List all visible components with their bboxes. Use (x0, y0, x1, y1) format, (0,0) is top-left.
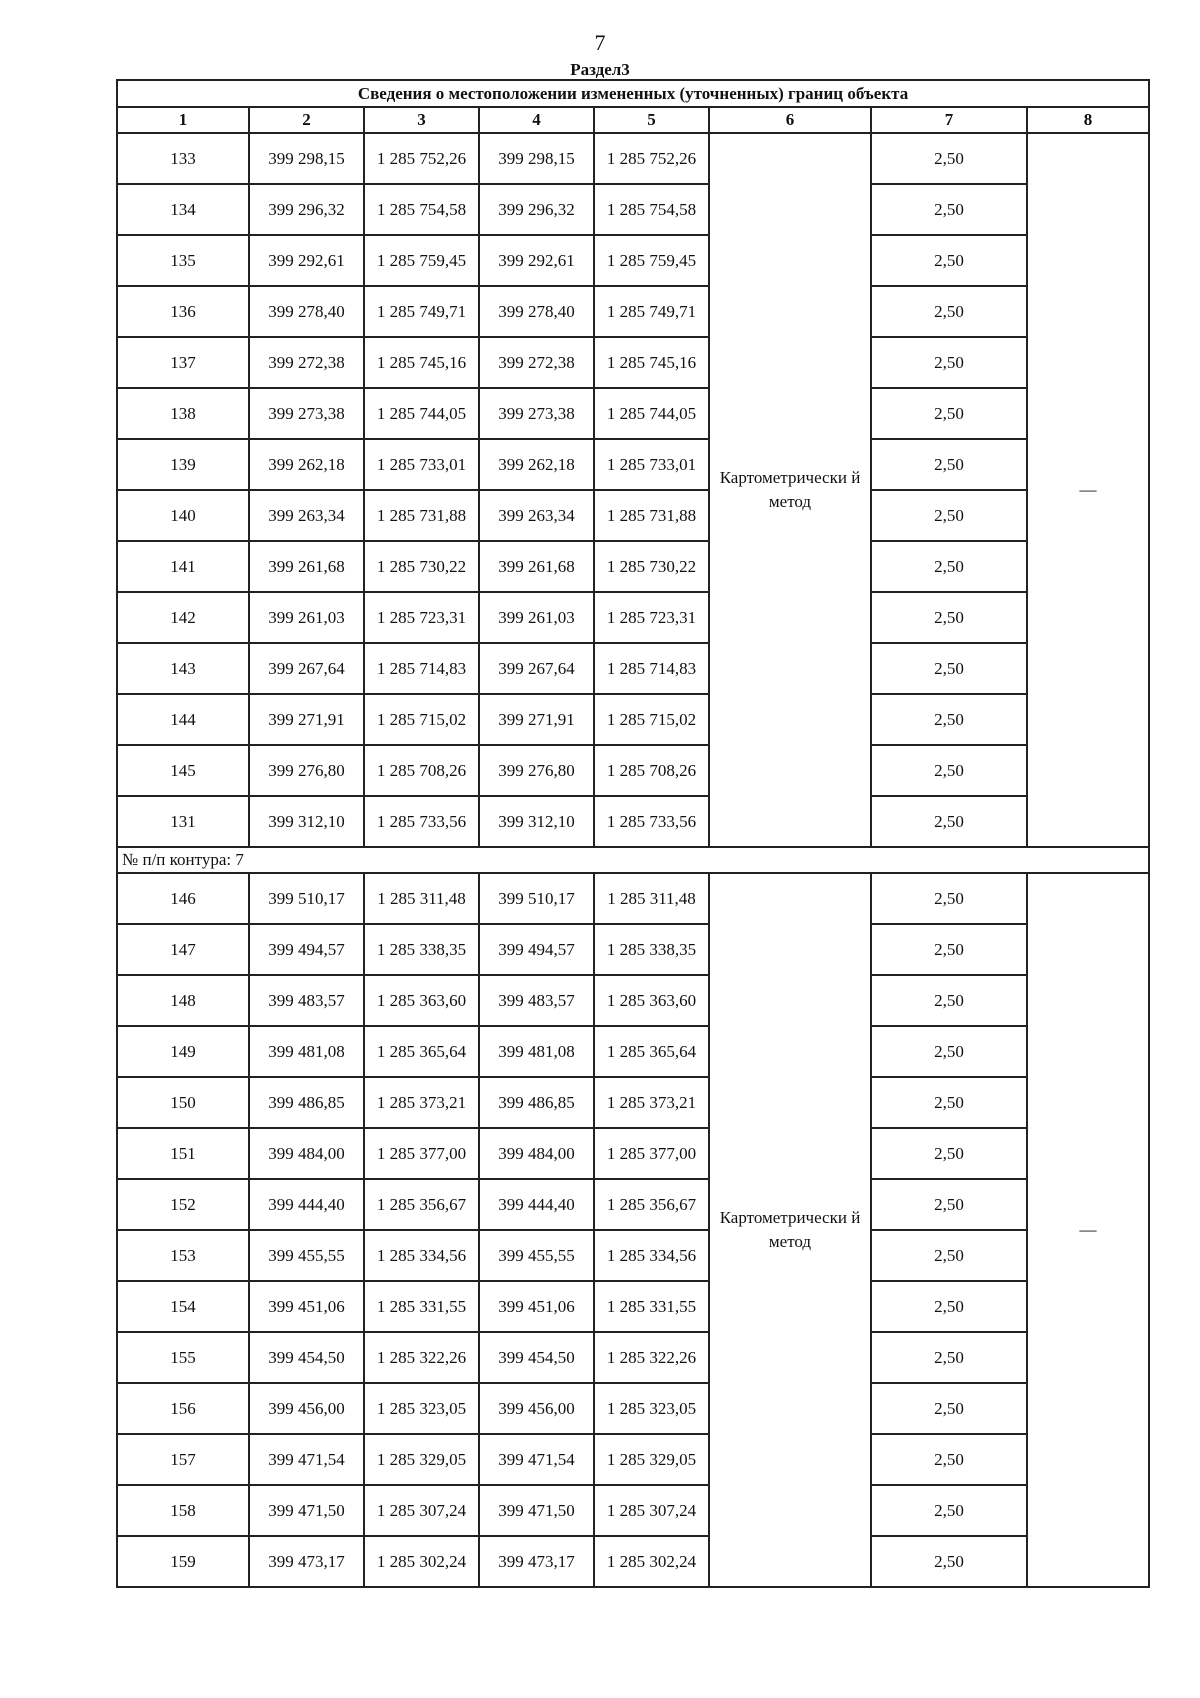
y-old-cell: 1 285 311,48 (364, 873, 479, 924)
point-number-cell: 158 (117, 1485, 249, 1536)
y-old-cell: 1 285 356,67 (364, 1179, 479, 1230)
accuracy-cell: 2,50 (871, 694, 1027, 745)
y-new-cell: 1 285 302,24 (594, 1536, 709, 1587)
x-old-cell: 399 292,61 (249, 235, 364, 286)
table-row (117, 1077, 1149, 1128)
point-number-cell: 153 (117, 1230, 249, 1281)
x-new-cell: 399 455,55 (479, 1230, 594, 1281)
x-new-cell: 399 312,10 (479, 796, 594, 847)
x-old-cell: 399 481,08 (249, 1026, 364, 1077)
point-number-cell: 155 (117, 1332, 249, 1383)
column-number-1: 1 (117, 107, 249, 133)
x-old-cell: 399 298,15 (249, 133, 364, 184)
x-new-cell: 399 456,00 (479, 1383, 594, 1434)
column8-cell: — (1027, 873, 1149, 1587)
point-number-cell: 136 (117, 286, 249, 337)
table-row (117, 286, 1149, 337)
column-number-2: 2 (249, 107, 364, 133)
accuracy-cell: 2,50 (871, 873, 1027, 924)
y-new-cell: 1 285 373,21 (594, 1077, 709, 1128)
y-new-cell: 1 285 363,60 (594, 975, 709, 1026)
point-number-cell: 131 (117, 796, 249, 847)
y-old-cell: 1 285 733,01 (364, 439, 479, 490)
y-new-cell: 1 285 331,55 (594, 1281, 709, 1332)
y-new-cell: 1 285 749,71 (594, 286, 709, 337)
accuracy-cell: 2,50 (871, 643, 1027, 694)
y-new-cell: 1 285 334,56 (594, 1230, 709, 1281)
table-row (117, 1281, 1149, 1332)
y-new-cell: 1 285 322,26 (594, 1332, 709, 1383)
point-number-cell: 146 (117, 873, 249, 924)
point-number-cell: 141 (117, 541, 249, 592)
x-old-cell: 399 473,17 (249, 1536, 364, 1587)
x-old-cell: 399 484,00 (249, 1128, 364, 1179)
x-new-cell: 399 486,85 (479, 1077, 594, 1128)
x-new-cell: 399 473,17 (479, 1536, 594, 1587)
accuracy-cell: 2,50 (871, 1281, 1027, 1332)
table-body (117, 133, 1149, 1587)
table-row (117, 184, 1149, 235)
point-number-cell: 140 (117, 490, 249, 541)
column8-cell: — (1027, 133, 1149, 847)
table-row (117, 388, 1149, 439)
table-row (117, 1179, 1149, 1230)
y-old-cell: 1 285 752,26 (364, 133, 479, 184)
point-number-cell: 145 (117, 745, 249, 796)
y-old-cell: 1 285 373,21 (364, 1077, 479, 1128)
y-new-cell: 1 285 708,26 (594, 745, 709, 796)
x-new-cell: 399 273,38 (479, 388, 594, 439)
y-old-cell: 1 285 730,22 (364, 541, 479, 592)
accuracy-cell: 2,50 (871, 133, 1027, 184)
x-new-cell: 399 471,50 (479, 1485, 594, 1536)
y-old-cell: 1 285 322,26 (364, 1332, 479, 1383)
contour-row (117, 847, 1149, 873)
y-old-cell: 1 285 754,58 (364, 184, 479, 235)
x-old-cell: 399 272,38 (249, 337, 364, 388)
accuracy-cell: 2,50 (871, 745, 1027, 796)
page-number: 7 (594, 30, 606, 55)
x-old-cell: 399 471,50 (249, 1485, 364, 1536)
point-number-cell: 149 (117, 1026, 249, 1077)
x-new-cell: 399 278,40 (479, 286, 594, 337)
x-old-cell: 399 471,54 (249, 1434, 364, 1485)
point-number-cell: 144 (117, 694, 249, 745)
accuracy-cell: 2,50 (871, 1179, 1027, 1230)
table-row (117, 133, 1149, 184)
x-old-cell: 399 486,85 (249, 1077, 364, 1128)
accuracy-cell: 2,50 (871, 1332, 1027, 1383)
table-row (117, 1026, 1149, 1077)
x-old-cell: 399 456,00 (249, 1383, 364, 1434)
x-old-cell: 399 278,40 (249, 286, 364, 337)
point-number-cell: 139 (117, 439, 249, 490)
y-new-cell: 1 285 733,56 (594, 796, 709, 847)
x-old-cell: 399 276,80 (249, 745, 364, 796)
point-number-cell: 134 (117, 184, 249, 235)
y-new-cell: 1 285 752,26 (594, 133, 709, 184)
accuracy-cell: 2,50 (871, 1077, 1027, 1128)
point-number-cell: 142 (117, 592, 249, 643)
x-old-cell: 399 444,40 (249, 1179, 364, 1230)
x-new-cell: 399 263,34 (479, 490, 594, 541)
y-new-cell: 1 285 329,05 (594, 1434, 709, 1485)
point-number-cell: 154 (117, 1281, 249, 1332)
y-new-cell: 1 285 723,31 (594, 592, 709, 643)
accuracy-cell: 2,50 (871, 1026, 1027, 1077)
column-number-row (117, 107, 1149, 133)
table-row (117, 745, 1149, 796)
y-new-cell: 1 285 730,22 (594, 541, 709, 592)
y-new-cell: 1 285 338,35 (594, 924, 709, 975)
column-number-7: 7 (871, 107, 1027, 133)
y-old-cell: 1 285 733,56 (364, 796, 479, 847)
x-new-cell: 399 292,61 (479, 235, 594, 286)
point-number-cell: 148 (117, 975, 249, 1026)
y-new-cell: 1 285 307,24 (594, 1485, 709, 1536)
x-old-cell: 399 510,17 (249, 873, 364, 924)
y-old-cell: 1 285 377,00 (364, 1128, 479, 1179)
x-old-cell: 399 296,32 (249, 184, 364, 235)
accuracy-cell: 2,50 (871, 1434, 1027, 1485)
y-old-cell: 1 285 745,16 (364, 337, 479, 388)
point-number-cell: 137 (117, 337, 249, 388)
y-old-cell: 1 285 731,88 (364, 490, 479, 541)
table-row (117, 1485, 1149, 1536)
x-new-cell: 399 298,15 (479, 133, 594, 184)
x-old-cell: 399 455,55 (249, 1230, 364, 1281)
point-number-cell: 143 (117, 643, 249, 694)
accuracy-cell: 2,50 (871, 796, 1027, 847)
method-cell: Картометрически й метод (709, 133, 871, 847)
point-number-cell: 135 (117, 235, 249, 286)
column-number-5: 5 (594, 107, 709, 133)
point-number-cell: 152 (117, 1179, 249, 1230)
y-old-cell: 1 285 723,31 (364, 592, 479, 643)
table-row (117, 796, 1149, 847)
x-new-cell: 399 276,80 (479, 745, 594, 796)
x-new-cell: 399 451,06 (479, 1281, 594, 1332)
y-old-cell: 1 285 363,60 (364, 975, 479, 1026)
y-new-cell: 1 285 745,16 (594, 337, 709, 388)
y-new-cell: 1 285 356,67 (594, 1179, 709, 1230)
point-number-cell: 157 (117, 1434, 249, 1485)
table-row (117, 490, 1149, 541)
table-caption: Сведения о местоположении измененных (уточненных) границ объекта (117, 80, 1149, 107)
x-new-cell: 399 484,00 (479, 1128, 594, 1179)
x-old-cell: 399 273,38 (249, 388, 364, 439)
y-new-cell: 1 285 744,05 (594, 388, 709, 439)
table-row (117, 235, 1149, 286)
y-new-cell: 1 285 754,58 (594, 184, 709, 235)
point-number-cell: 156 (117, 1383, 249, 1434)
accuracy-cell: 2,50 (871, 490, 1027, 541)
y-old-cell: 1 285 307,24 (364, 1485, 479, 1536)
contour-label: № п/п контура: 7 (117, 847, 1149, 873)
column-number-8: 8 (1027, 107, 1149, 133)
y-new-cell: 1 285 323,05 (594, 1383, 709, 1434)
y-new-cell: 1 285 365,64 (594, 1026, 709, 1077)
x-new-cell: 399 510,17 (479, 873, 594, 924)
y-old-cell: 1 285 749,71 (364, 286, 479, 337)
table-row (117, 1128, 1149, 1179)
x-new-cell: 399 296,32 (479, 184, 594, 235)
y-new-cell: 1 285 731,88 (594, 490, 709, 541)
section-title: Раздел3 (570, 60, 630, 79)
x-new-cell: 399 454,50 (479, 1332, 594, 1383)
accuracy-cell: 2,50 (871, 235, 1027, 286)
x-new-cell: 399 261,68 (479, 541, 594, 592)
x-new-cell: 399 262,18 (479, 439, 594, 490)
x-new-cell: 399 483,57 (479, 975, 594, 1026)
accuracy-cell: 2,50 (871, 439, 1027, 490)
x-new-cell: 399 261,03 (479, 592, 594, 643)
x-old-cell: 399 271,91 (249, 694, 364, 745)
x-old-cell: 399 454,50 (249, 1332, 364, 1383)
x-old-cell: 399 267,64 (249, 643, 364, 694)
table-row (117, 1332, 1149, 1383)
column-number-6: 6 (709, 107, 871, 133)
x-new-cell: 399 494,57 (479, 924, 594, 975)
x-old-cell: 399 451,06 (249, 1281, 364, 1332)
boundary-coordinates-table (116, 79, 1150, 1588)
x-old-cell: 399 483,57 (249, 975, 364, 1026)
accuracy-cell: 2,50 (871, 541, 1027, 592)
x-new-cell: 399 471,54 (479, 1434, 594, 1485)
accuracy-cell: 2,50 (871, 184, 1027, 235)
point-number-cell: 150 (117, 1077, 249, 1128)
y-new-cell: 1 285 714,83 (594, 643, 709, 694)
y-new-cell: 1 285 377,00 (594, 1128, 709, 1179)
accuracy-cell: 2,50 (871, 924, 1027, 975)
accuracy-cell: 2,50 (871, 337, 1027, 388)
y-old-cell: 1 285 744,05 (364, 388, 479, 439)
x-new-cell: 399 481,08 (479, 1026, 594, 1077)
method-cell: Картометрически й метод (709, 873, 871, 1587)
x-old-cell: 399 263,34 (249, 490, 364, 541)
column-number-4: 4 (479, 107, 594, 133)
y-new-cell: 1 285 759,45 (594, 235, 709, 286)
accuracy-cell: 2,50 (871, 592, 1027, 643)
y-old-cell: 1 285 323,05 (364, 1383, 479, 1434)
table-row (117, 1230, 1149, 1281)
table-row (117, 873, 1149, 924)
x-old-cell: 399 494,57 (249, 924, 364, 975)
point-number-cell: 133 (117, 133, 249, 184)
accuracy-cell: 2,50 (871, 1128, 1027, 1179)
y-old-cell: 1 285 714,83 (364, 643, 479, 694)
table-row (117, 541, 1149, 592)
table-row (117, 924, 1149, 975)
x-new-cell: 399 271,91 (479, 694, 594, 745)
y-old-cell: 1 285 365,64 (364, 1026, 479, 1077)
table-row (117, 1536, 1149, 1587)
x-new-cell: 399 444,40 (479, 1179, 594, 1230)
y-new-cell: 1 285 733,01 (594, 439, 709, 490)
y-old-cell: 1 285 759,45 (364, 235, 479, 286)
accuracy-cell: 2,50 (871, 975, 1027, 1026)
table-row (117, 643, 1149, 694)
table-row (117, 592, 1149, 643)
accuracy-cell: 2,50 (871, 286, 1027, 337)
x-new-cell: 399 267,64 (479, 643, 594, 694)
y-new-cell: 1 285 715,02 (594, 694, 709, 745)
point-number-cell: 159 (117, 1536, 249, 1587)
y-old-cell: 1 285 331,55 (364, 1281, 479, 1332)
accuracy-cell: 2,50 (871, 1536, 1027, 1587)
accuracy-cell: 2,50 (871, 388, 1027, 439)
column-number-3: 3 (364, 107, 479, 133)
x-old-cell: 399 262,18 (249, 439, 364, 490)
y-old-cell: 1 285 715,02 (364, 694, 479, 745)
y-old-cell: 1 285 708,26 (364, 745, 479, 796)
y-old-cell: 1 285 302,24 (364, 1536, 479, 1587)
accuracy-cell: 2,50 (871, 1383, 1027, 1434)
table-row (117, 439, 1149, 490)
y-old-cell: 1 285 329,05 (364, 1434, 479, 1485)
table-row (117, 694, 1149, 745)
y-old-cell: 1 285 338,35 (364, 924, 479, 975)
table-row (117, 337, 1149, 388)
y-new-cell: 1 285 311,48 (594, 873, 709, 924)
x-old-cell: 399 312,10 (249, 796, 364, 847)
x-old-cell: 399 261,68 (249, 541, 364, 592)
point-number-cell: 151 (117, 1128, 249, 1179)
point-number-cell: 138 (117, 388, 249, 439)
x-old-cell: 399 261,03 (249, 592, 364, 643)
accuracy-cell: 2,50 (871, 1485, 1027, 1536)
x-new-cell: 399 272,38 (479, 337, 594, 388)
y-old-cell: 1 285 334,56 (364, 1230, 479, 1281)
point-number-cell: 147 (117, 924, 249, 975)
accuracy-cell: 2,50 (871, 1230, 1027, 1281)
table-row (117, 1383, 1149, 1434)
table-row (117, 975, 1149, 1026)
table-row (117, 1434, 1149, 1485)
